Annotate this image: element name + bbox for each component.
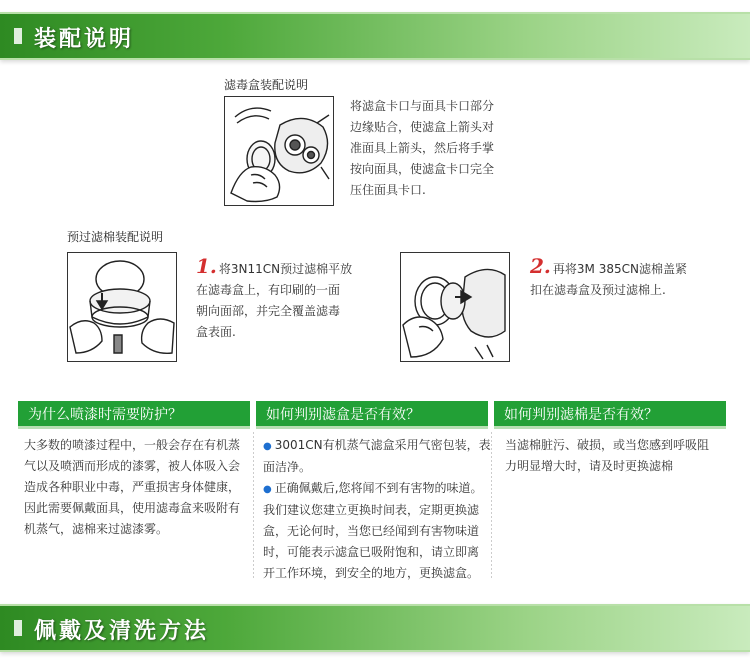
column3-heading: 如何判别滤棉是否有效？ [494,401,726,429]
text-line: 时，可能表示滤盒已吸附饱和，请立即离 [263,545,480,559]
text-line: 造成各种职业中毒，严重损害身体健康， [24,480,241,494]
text-line: 当滤棉脏污、破损，或当您感到呼吸阻 [505,438,710,452]
bullet1-line: 3001CN有机蒸气滤盒采用气密包装，表 [274,438,491,452]
step2-number: 2. [530,254,551,278]
text-line: 机蒸气，滤棉来过滤漆雾。 [24,522,169,536]
text-line: 按向面具，使滤盒卡口完全 [350,162,495,176]
text-line: 边缘贴合，使滤盒上箭头对 [350,120,495,134]
column2-body [263,435,491,584]
step1-line: 将3N11CN预过滤棉平放 [218,262,353,276]
bullet-icon: ● [263,441,272,452]
bottom-banner [0,604,750,652]
text-line [263,478,491,500]
filter-box-label: 滤毒盒装配说明 [224,78,309,92]
text-line: 压住面具卡口. [350,183,426,197]
banner-notch [14,620,22,636]
top-banner [0,12,750,60]
banner-notch [14,28,22,44]
text-line: 将滤盒卡口与面具卡口部分 [350,99,495,113]
text-line: 开工作环境，到安全的地方，更换滤盒。 [263,566,480,580]
column1-body [24,435,252,540]
text-line: 力明显增大时，请及时更换滤棉 [505,459,674,473]
bullet2-line: 正确佩戴后,您将闻不到有害物的味道。 [274,481,483,495]
step2-text [530,256,720,301]
filter-box-instructions [350,96,520,201]
pre-filter-label: 预过滤棉装配说明 [67,230,164,244]
text-line: 我们建议您建立更换时间表，定期更换滤 [263,503,480,517]
text-line [196,256,356,280]
text-line: 气以及喷洒而形成的漆雾，被人体吸入会 [24,459,241,473]
text-line: 面洁净。 [263,460,312,474]
bottom-banner-title: 佩戴及清洗方法 [34,619,210,644]
filter-box-illustration [224,96,334,206]
top-banner-title: 装配说明 [34,27,135,52]
step2-illustration [400,252,510,362]
column-divider [491,432,492,580]
bullet-icon: ● [263,484,272,495]
column3-body [505,435,727,477]
column1-heading: 为什么喷漆时需要防护？ [18,401,250,429]
column2-heading: 如何判别滤盒是否有效？ [256,401,488,429]
text-line: 在滤毒盒上，有印刷的一面 [196,283,341,297]
column-divider [253,432,254,580]
step1-illustration [67,252,177,362]
text-line: 准面具上箭头，然后将手掌 [350,141,495,155]
step1-number: 1. [196,254,217,278]
text-line: 朝向面部，并完全覆盖滤毒 [196,304,341,318]
text-line: 盒表面. [196,325,236,339]
step1-text [196,256,356,343]
text-line: 扣在滤毒盒及预过滤棉上. [530,283,666,297]
text-line: 大多数的喷漆过程中，一般会存在有机蒸 [24,438,241,452]
step2-line: 再将3M 385CN滤棉盖紧 [552,262,687,276]
text-line: 盒，无论何时，当您已经闻到有害物味道 [263,524,480,538]
text-line [530,256,720,280]
text-line [263,435,491,457]
text-line: 因此需要佩戴面具，使用滤毒盒来吸附有 [24,501,241,515]
